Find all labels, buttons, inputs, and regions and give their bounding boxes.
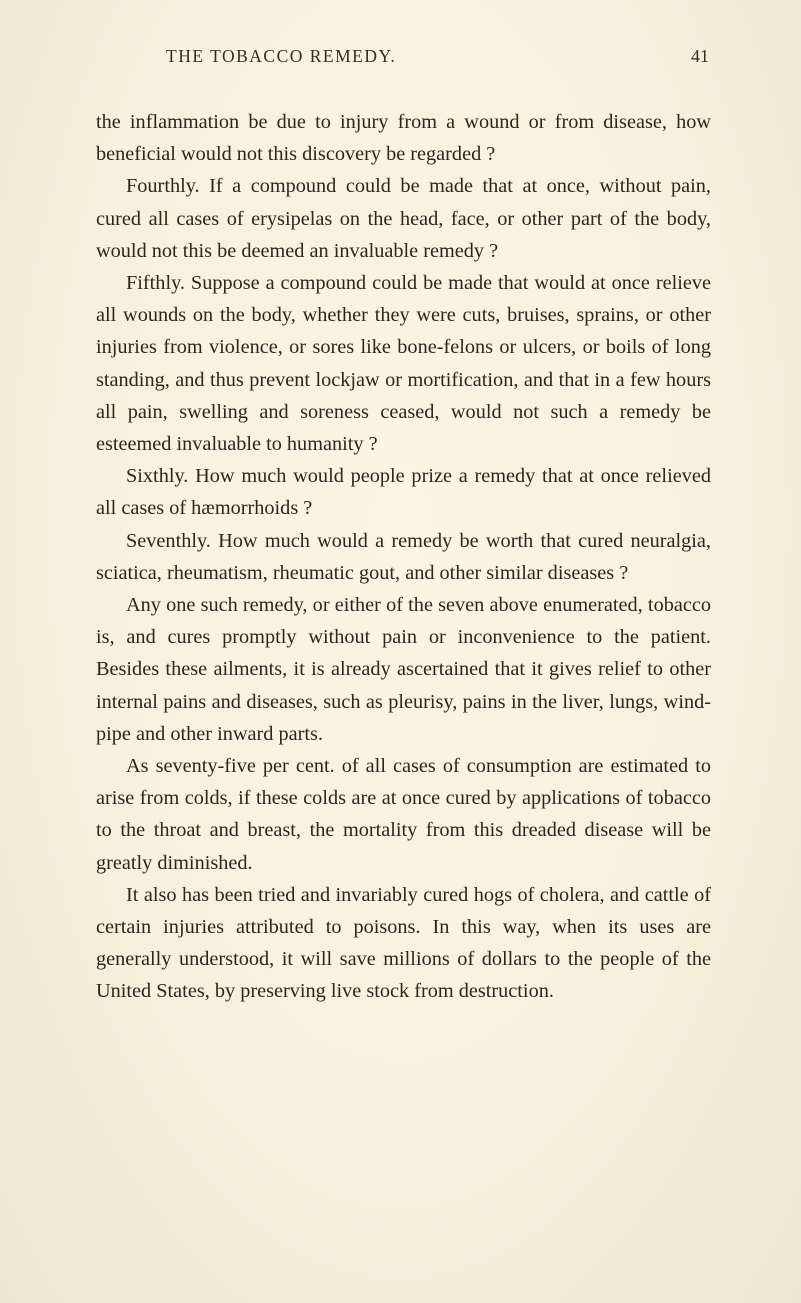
paragraph-seventhly: Seventhly. How much would a remedy be worth that cured neuralgia, sciatica, rheumatism, rheumatic gout, and other similar diseases ? [96, 529, 711, 584]
body-text [96, 106, 711, 1008]
paragraph-sixthly: Sixthly. How much would people prize a remedy that at once relieved all cases of hæmorrhoids ? [96, 465, 711, 520]
paragraph-fifthly: Fifthly. Suppose a compound could be made that would at once relieve all wounds on the body, whether they were cuts, bruises, sprains, or other injuries from violence, or sores like bone-felons or ulcers, or boils of long standing, and thus prevent lockjaw or mortification, and that in a few hours all pain, swelling and soreness ceased, would not such a remedy be esteemed invaluable to humanity ? [96, 272, 711, 456]
running-head-title: THE TOBACCO REMEDY. [166, 46, 397, 66]
paragraph-fourthly: Fourthly. If a compound could be made that at once, without pain, cured all cases of erysipelas on the head, face, or other part of the body, would not this be deemed an invaluable remedy ? [96, 175, 711, 262]
paragraph-any-one-remedy: Any one such remedy, or either of the seven above enumerated, tobacco is, and cures promptly without pain or inconvenience to the patient. Besides these ailments, it is already ascertained that it gives relief to other internal pains and diseases, such as pleurisy, pains in the liver, lungs, wind-pipe and other inward parts. [96, 594, 711, 745]
running-head [96, 46, 711, 72]
paragraph-continuation: the inflammation be due to injury from a wound or from disease, how beneficial would not this discovery be regarded ? [96, 111, 711, 166]
page-number: 41 [691, 46, 709, 66]
paragraph-livestock: It also has been tried and invariably cured hogs of cholera, and cattle of certain injuries attributed to poisons. In this way, when its uses are generally understood, it will save millions of dollars to the people of the United States, by preserving live stock from destruction. [96, 883, 711, 1003]
paragraph-consumption: As seventy-five per cent. of all cases of consumption are estimated to arise from colds, if these colds are at once cured by applications of tobacco to the throat and breast, the mortality from this dreaded disease will be greatly diminished. [96, 755, 711, 874]
